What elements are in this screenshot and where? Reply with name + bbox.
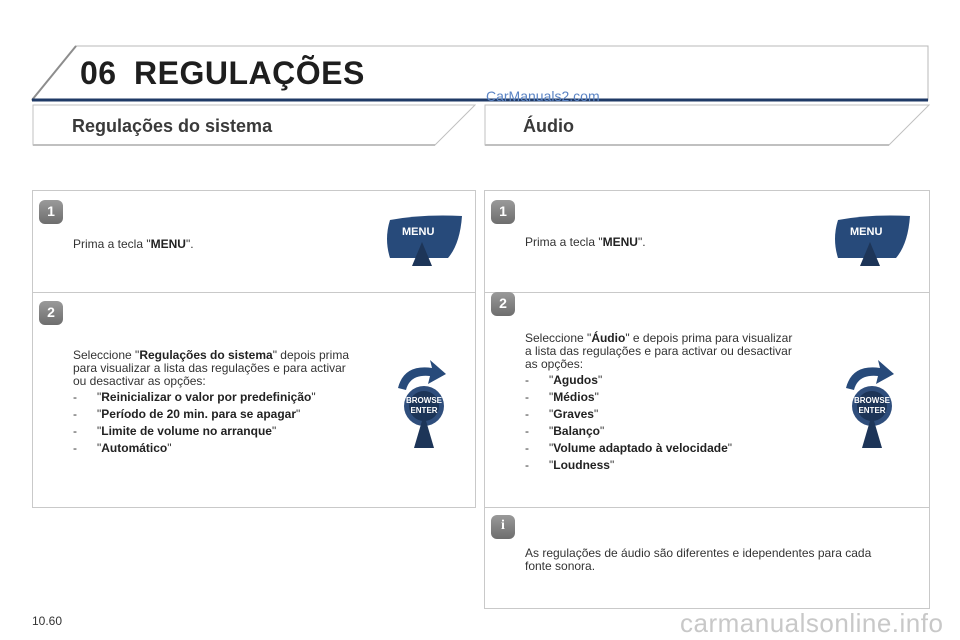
info-icon: i [491, 515, 515, 539]
step-badge-1: 1 [491, 200, 515, 224]
browse-enter-knob-icon [390, 358, 460, 450]
section-title-left: Regulações do sistema [72, 116, 273, 136]
right-step2-text: Seleccione "Áudio" e depois prima para visualizar a lista das regulações e para activar ou desactivar as opções: [525, 331, 793, 371]
menu-button-label: MENU [402, 226, 435, 238]
enter-label: ENTER [410, 406, 438, 415]
browse-label: BROWSE [406, 396, 442, 405]
watermark-bottom: carmanualsonline.info [680, 608, 944, 638]
step-badge-2: 2 [39, 301, 63, 325]
right-step1-text: Prima a tecla "MENU". [525, 235, 646, 249]
chapter-number: 06 [80, 55, 117, 91]
step-badge-1: 1 [39, 200, 63, 224]
page-number: 10.60 [32, 614, 63, 628]
menu-button-icon [830, 214, 914, 272]
info-text: As regulações de áudio são diferentes e idependentes para cada fonte sonora. [525, 546, 872, 573]
menu-button-label: MENU [850, 226, 883, 238]
browse-enter-knob-icon [838, 358, 908, 450]
chapter-title: REGULAÇÕES [134, 55, 365, 91]
left-step1-text: Prima a tecla "MENU". [73, 237, 194, 251]
enter-label: ENTER [858, 406, 886, 415]
menu-button-icon [382, 214, 466, 272]
left-step2-text: Seleccione "Regulações do sistema" depois prima para visualizar a lista das regulações e para activar ou desactivar as opções: [73, 348, 349, 388]
watermark-top: CarManuals2.com [486, 88, 600, 104]
step-badge-2: 2 [491, 292, 515, 316]
browse-label: BROWSE [854, 396, 890, 405]
section-title-right: Áudio [523, 116, 574, 136]
